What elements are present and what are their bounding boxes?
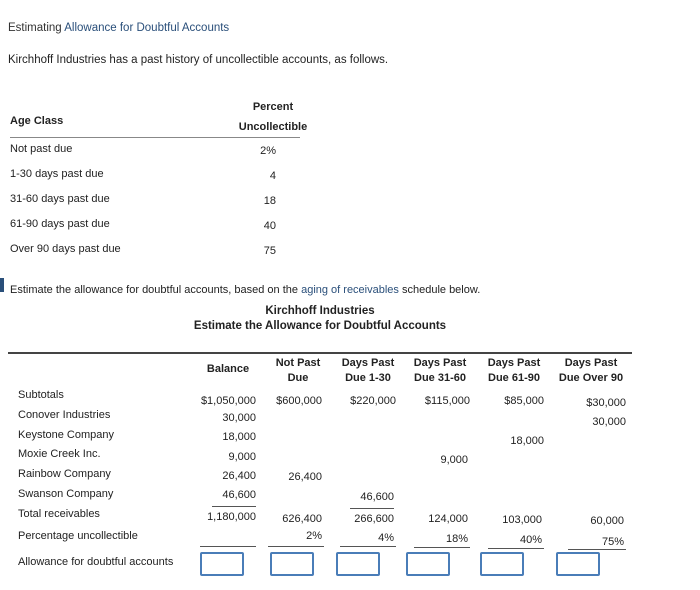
- col-header-line1: Balance: [206, 363, 250, 375]
- age-row: [10, 143, 300, 165]
- age-row-value: 2%: [260, 145, 276, 157]
- age-row-value: 4: [269, 170, 276, 182]
- cell: 4%: [378, 532, 394, 544]
- cell: 60,000: [590, 515, 624, 527]
- col-header-over-90: [550, 356, 632, 386]
- cell: $220,000: [350, 395, 396, 407]
- cell: 266,600: [354, 513, 394, 525]
- cell: $600,000: [276, 395, 322, 407]
- col-header-line2: Due 61-90: [488, 372, 540, 384]
- row-label-customer: Rainbow Company: [18, 468, 111, 480]
- cell: 2%: [306, 530, 322, 542]
- cell: 124,000: [428, 513, 468, 525]
- col-header-line2: Due Over 90: [558, 372, 624, 384]
- age-row-label: 31-60 days past due: [10, 193, 110, 205]
- allowance-input-over-90[interactable]: [556, 552, 600, 576]
- intro-text: Kirchhoff Industries has a past history of uncollectible accounts, as follows.: [8, 54, 389, 66]
- age-row-value: 75: [263, 245, 276, 257]
- percent-uncollectible-header: Percent Uncollectible: [238, 101, 308, 133]
- percent-underline: [414, 547, 470, 548]
- row-label-customer: Keystone Company: [18, 429, 114, 441]
- title-highlight: Allowance for Doubtful Accounts: [64, 22, 230, 34]
- row-label-customer: Conover Industries: [18, 409, 111, 421]
- schedule-company: Kirchhoff Industries: [265, 305, 375, 317]
- percent-underline: [340, 546, 396, 547]
- cell: 75%: [601, 536, 624, 548]
- cell: 46,600: [360, 491, 394, 503]
- cell: $115,000: [424, 395, 470, 407]
- col-header-line1: Not Past: [275, 357, 321, 369]
- col-header-61-90: [476, 356, 552, 386]
- cell: 18,000: [222, 431, 256, 443]
- age-class-header: Age Class: [10, 115, 64, 127]
- col-header-line1: Days Past: [341, 357, 395, 369]
- percent-underline: [568, 549, 626, 550]
- cell: 46,600: [222, 489, 256, 501]
- allowance-input-not-past-due[interactable]: [270, 552, 314, 576]
- age-row-value: 40: [263, 220, 276, 232]
- header-rule: [10, 137, 300, 138]
- col-header-1-30: [332, 356, 404, 386]
- subtotal-underline: [212, 506, 256, 507]
- cell: 9,000: [440, 454, 468, 466]
- cell: 40%: [519, 534, 542, 546]
- row-label-subtotals: Subtotals: [18, 389, 64, 401]
- row-label-total: Total receivables: [18, 508, 100, 520]
- instructions-highlight[interactable]: aging of receivables: [301, 284, 399, 296]
- row-label-allowance: Allowance for doubtful accounts: [18, 556, 174, 568]
- col-header-line1: Days Past: [564, 357, 618, 369]
- col-header-line2: Due 31-60: [414, 372, 466, 384]
- cell: 18,000: [510, 435, 544, 447]
- percent-underline: [200, 546, 256, 547]
- title-prefix: Estimating: [8, 22, 65, 34]
- age-row: [10, 218, 300, 240]
- col-header-line1: Days Past: [487, 357, 541, 369]
- col-header-line2: Due 1-30: [345, 372, 391, 384]
- col-header-line1: Days Past: [413, 357, 467, 369]
- cell: 1,180,000: [207, 511, 256, 523]
- col-header-balance: [196, 362, 260, 377]
- cell: 626,400: [282, 513, 322, 525]
- allowance-input-31-60[interactable]: [406, 552, 450, 576]
- instructions-suffix: schedule below.: [398, 284, 481, 296]
- age-row: [10, 168, 300, 190]
- schedule-rule: [8, 352, 632, 354]
- percent-underline: [268, 546, 324, 547]
- cell: $30,000: [586, 397, 626, 409]
- row-label-customer: Moxie Creek Inc.: [18, 448, 101, 460]
- row-label-percentage: Percentage uncollectible: [18, 530, 138, 542]
- percent-underline: [488, 548, 544, 549]
- age-row-value: 18: [263, 195, 276, 207]
- col-header-line2: Due: [287, 372, 309, 384]
- age-row: [10, 243, 300, 265]
- page-title: [8, 22, 229, 34]
- cell: 9,000: [228, 451, 256, 463]
- col-header-not-past-due: [262, 356, 334, 386]
- age-row: [10, 193, 300, 215]
- col-header-31-60: [402, 356, 478, 386]
- row-label-customer: Swanson Company: [18, 488, 114, 500]
- age-row-label: Over 90 days past due: [10, 243, 121, 255]
- cell: 26,400: [288, 471, 322, 483]
- instructions-prefix: Estimate the allowance for doubtful accounts, based on the: [10, 284, 302, 296]
- question-marker: [0, 278, 4, 292]
- schedule-subtitle: Estimate the Allowance for Doubtful Accounts: [193, 320, 447, 332]
- age-row-label: 1-30 days past due: [10, 168, 104, 180]
- age-row-label: Not past due: [10, 143, 73, 155]
- cell: 26,400: [222, 470, 256, 482]
- allowance-input-balance[interactable]: [200, 552, 244, 576]
- cell: 30,000: [222, 412, 256, 424]
- cell: $85,000: [504, 395, 544, 407]
- allowance-input-1-30[interactable]: [336, 552, 380, 576]
- cell: $1,050,000: [200, 395, 256, 407]
- instructions: [10, 284, 480, 296]
- allowance-input-61-90[interactable]: [480, 552, 524, 576]
- subtotal-underline: [350, 508, 394, 509]
- age-row-label: 61-90 days past due: [10, 218, 110, 230]
- cell: 30,000: [592, 416, 626, 428]
- cell: 18%: [445, 533, 468, 545]
- cell: 103,000: [502, 514, 542, 526]
